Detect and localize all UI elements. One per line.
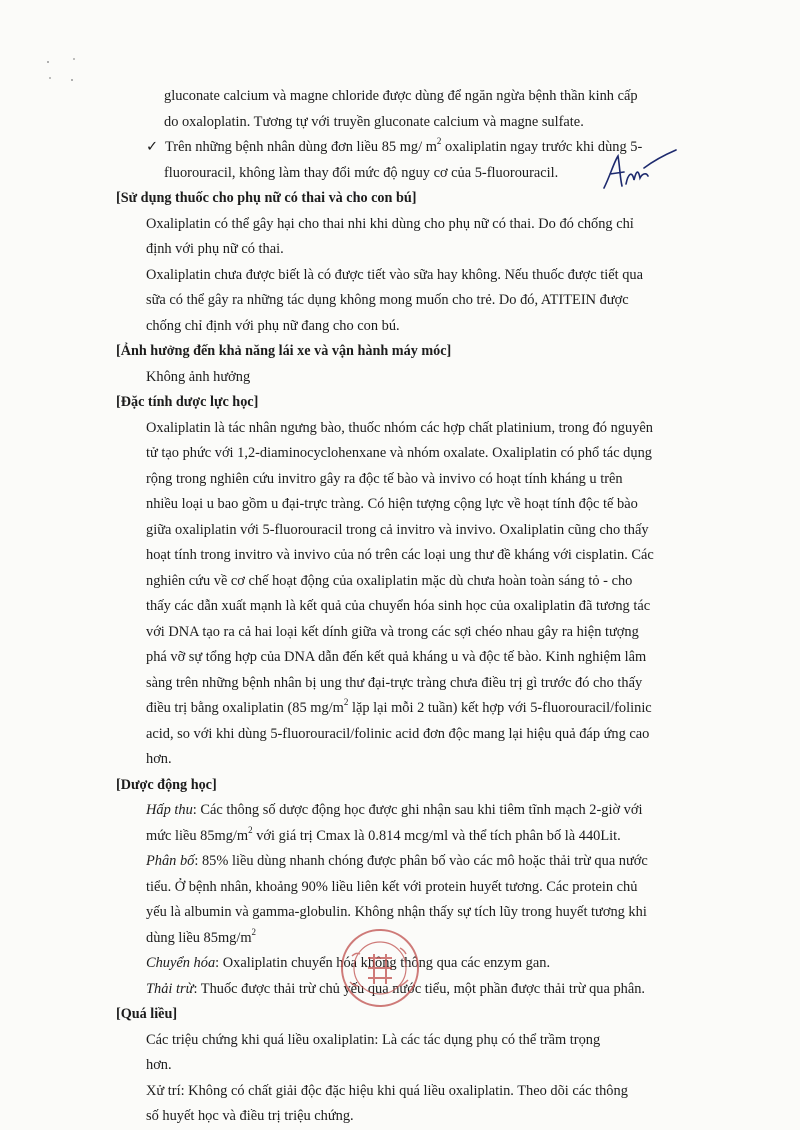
text-line: tiểu. Ở bệnh nhân, khoảng 90% liều liên kết với protein huyết tương. Các protein chủ	[146, 878, 638, 895]
text-line: do oxaloplatin. Tương tự với truyền gluconate calcium và magne sulfate.	[164, 113, 584, 130]
text-line: hơn.	[146, 751, 172, 767]
excretion-label: Thải trừ	[146, 980, 194, 997]
text-line: fluorouracil, không làm thay đổi mức độ nguy cơ của 5-fluorouracil.	[164, 164, 559, 181]
text-line: giữa oxaliplatin với 5-fluorouracil trong cả invitro và invivo. Oxaliplatin cũng cho thấy	[146, 521, 649, 538]
text-line: rộng trong nghiên cứu invitro gây ra độc tế bào và invivo có hoạt tính kháng u trên	[146, 470, 623, 487]
pregnancy-section	[116, 186, 676, 339]
text-line: sữa có thể gây ra những tác dụng không mong muốn cho trẻ. Do đó, ATITEIN được	[146, 292, 629, 308]
bullet-item: ✓ Trên những bệnh nhân dùng đơn liều 85 mg/ $m^2$ oxaliplatin ngay trước khi dùng 5-	[116, 135, 676, 161]
text-line: Oxaliplatin có thể gây hại cho thai nhi khi dùng cho phụ nữ có thai. Do đó chống chỉ	[146, 215, 634, 232]
absorption-label: Hấp thu	[146, 802, 193, 818]
metabolism-label: Chuyển hóa	[146, 955, 216, 971]
interactions-continued	[116, 84, 676, 186]
text-line: sàng trên những bệnh nhân bị ung thư đại-trực tràng chưa điều trị gì trước đó cho thấy	[146, 674, 643, 691]
overdose-section	[116, 1002, 676, 1130]
handwritten-signature	[600, 148, 680, 206]
text-line: yếu là albumin và gamma-globulin. Không nhận thấy sự tích lũy trong huyết tương khi	[146, 904, 647, 920]
scan-marks	[44, 56, 84, 96]
text-line: định với phụ nữ có thai.	[146, 241, 284, 257]
company-seal-stamp	[338, 926, 422, 1020]
text-line: tử tạo phức với 1,2-diaminocyclohenxane và nhóm oxalate. Oxaliplatin có phổ tác dụng	[146, 445, 652, 461]
checkmark-icon: ✓	[146, 139, 159, 155]
text-line: với DNA tạo ra cả hai loại kết dính giữa và trong các sợi chéo nhau gây ra hiện tượng	[146, 623, 639, 640]
pharmacodynamics-section	[116, 390, 676, 773]
section-heading: [Sử dụng thuốc cho phụ nữ có thai và cho con bú]	[116, 190, 417, 206]
text-line: gluconate calcium và magne chloride được dùng để ngăn ngừa bệnh thần kinh cấp	[164, 88, 638, 104]
text-line: hoạt tính trong invitro và invivo của nó trên các loại ung thư đề kháng với cisplatin. Các	[146, 547, 654, 563]
text-line: Oxaliplatin chưa được biết là có được tiết vào sữa hay không. Nếu thuốc được tiết qua	[146, 266, 644, 283]
section-heading: [Dược động học]	[116, 776, 217, 793]
text-line: nghiên cứu về cơ chế hoạt động của oxaliplatin mặc dù chưa hoàn toàn sáng tỏ - cho	[146, 572, 633, 589]
text-line: thấy các dẫn xuất mạnh là kết quả của chuyển hóa sinh học của oxaliplatin đã tương tác	[146, 598, 651, 614]
text-line: Phân bố: 85% liều dùng nhanh chóng được phân bố vào các mô hoặc thải trừ qua nước	[146, 853, 648, 869]
text-line: Chuyển hóa: Oxaliplatin chuyển hóa không thông qua các enzym gan.	[146, 955, 551, 971]
text-line: điều trị bằng oxaliplatin (85 $mg/m^2$ lặp lại mỗi 2 tuần) kết hợp với 5-fluorouracil/folinic	[146, 697, 652, 716]
text-line: dùng liều $85mg/m^2$	[146, 926, 257, 946]
text-line: hơn.	[146, 1057, 172, 1073]
section-heading: [Đặc tính dược lực học]	[116, 394, 259, 410]
text-line: Không ảnh hưởng	[146, 368, 251, 385]
text-line: phá vỡ sự tổng hợp của DNA dẫn đến kết quả kháng u và độc tế bào. Kinh nghiệm lâm	[146, 649, 647, 665]
text-line: Oxaliplatin là tác nhân ngưng bào, thuốc nhóm các hợp chất platinium, trong đó nguyên	[146, 419, 653, 436]
text-line: Hấp thu: Các thông số dược động học được ghi nhận sau khi tiêm tĩnh mạch 2-giờ với	[146, 802, 643, 818]
text-line: Xử trí: Không có chất giải độc đặc hiệu khi quá liều oxaliplatin. Theo dõi các thông	[146, 1082, 628, 1099]
text-line: Các triệu chứng khi quá liều oxaliplatin: Là các tác dụng phụ có thể trầm trọng	[146, 1031, 601, 1048]
text-line: mức liều $85mg/m^2$ với giá trị Cmax là 0.814 mcg/ml và thể tích phân bố là 440Lit.	[146, 824, 621, 844]
text-line: chống chỉ định với phụ nữ đang cho con bú.	[146, 317, 400, 334]
text-line: Thải trừ: Thuốc được thải trừ chủ yếu qua nước tiểu, một phần được thải trừ qua phân.	[146, 980, 646, 997]
text-line: acid, so với khi dùng 5-fluorouracil/folinic acid đơn độc mang lại hiệu quả đáp ứng cao	[146, 725, 650, 742]
text-line: số huyết học và điều trị triệu chứng.	[146, 1108, 354, 1124]
text-line: nhiều loại u bao gồm u đại-trực tràng. Có hiện tượng cộng lực về hoạt tính độc tế bào	[146, 496, 638, 512]
driving-section	[116, 339, 676, 390]
section-heading: [Quá liều]	[116, 1006, 178, 1022]
distribution-label: Phân bố	[146, 853, 195, 869]
section-heading: [Ảnh hưởng đến khả năng lái xe và vận hành máy móc]	[116, 343, 452, 359]
